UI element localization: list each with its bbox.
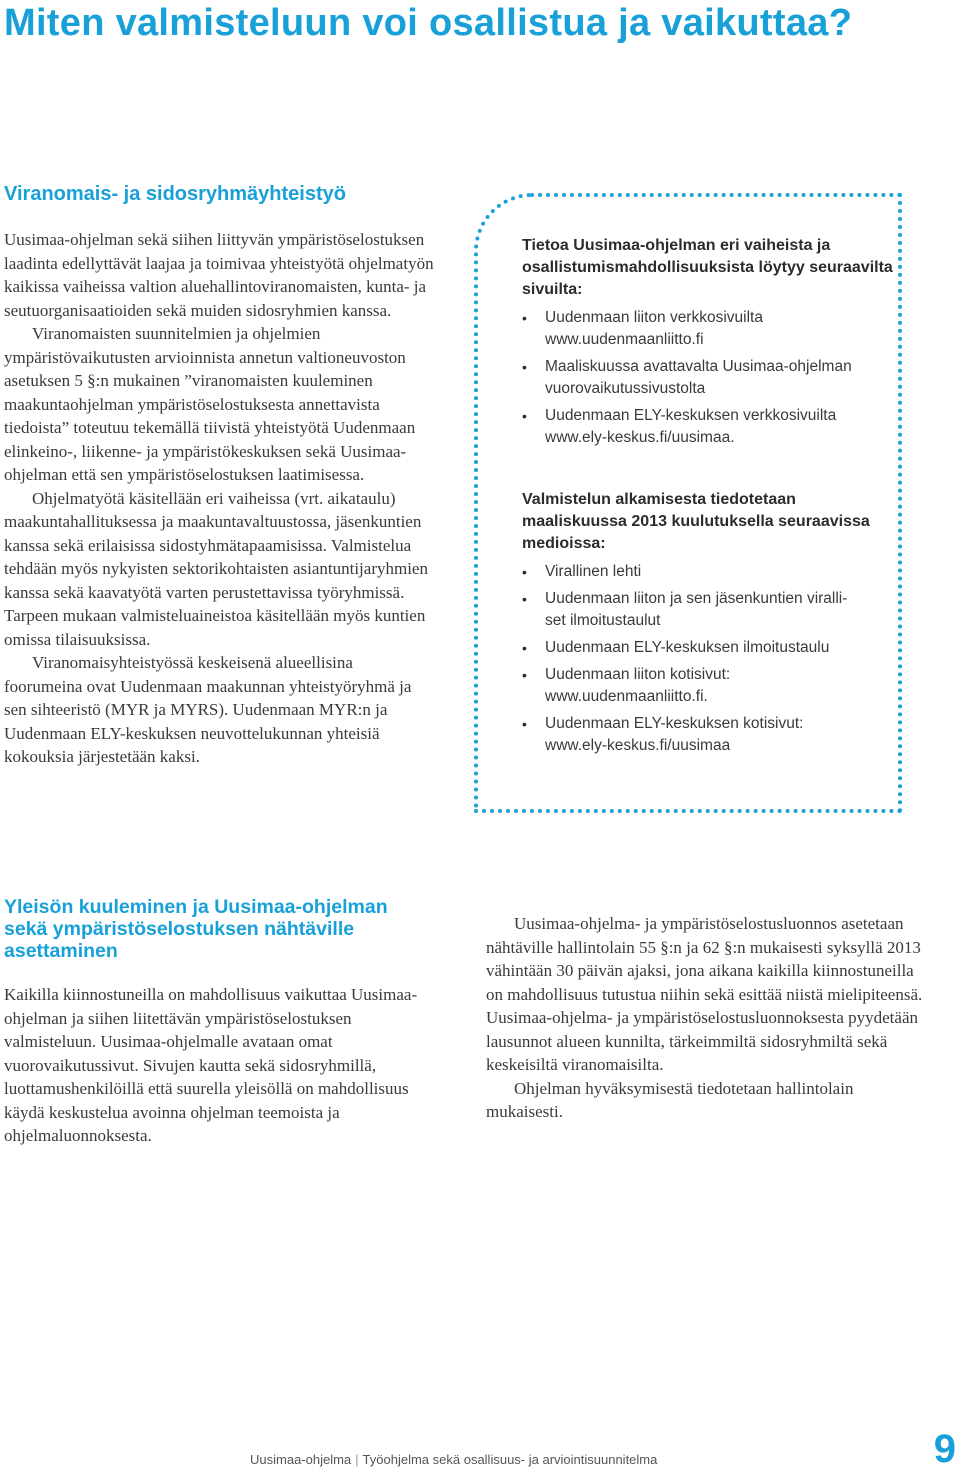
cooperation-heading: Viranomais- ja sidosryhmäyhteistyö: [4, 183, 346, 205]
info-box: [522, 235, 902, 762]
list-item: [522, 356, 902, 400]
list-item: [522, 637, 902, 659]
page-number: 9: [933, 1427, 956, 1471]
footer-separator: |: [355, 1452, 359, 1467]
hearing-heading: Yleisön kuuleminen ja Uusimaa-ohjelman sekä ympäristöselostuksen nähtäville asettaminen: [4, 896, 388, 962]
list-item: [522, 561, 902, 583]
announcement-heading: Valmistelun alkamisesta tiedotetaan maaliskuussa 2013 kuulutuksella seuraavissa medioissa:: [522, 491, 870, 552]
link-url[interactable]: www.ely-keskus.fi/uusimaa: [545, 737, 731, 754]
list-item-text: • Uudenmaan ELY-keskuksen ilmoitustaulu: [545, 639, 830, 656]
list-item-text: • Uudenmaan liiton ja sen jäsenkuntien viralli-: [545, 590, 848, 607]
announcement-block: [522, 489, 902, 757]
link-url[interactable]: www.ely-keskus.fi/uusimaa.: [545, 429, 735, 446]
list-item-text: set ilmoitustaulut: [545, 612, 661, 629]
list-item: [522, 713, 902, 757]
info-box-heading: Tietoa Uusimaa-ohjelman eri vaiheista ja osallistumismahdollisuuksista löytyy seuraavilta sivuilta:: [522, 237, 893, 298]
paragraph: Viranomaisyhteistyössä keskeisenä alueellisina foorumeina ovat Uudenmaan maakunnan yhteistyöryhmä ja sen sihteeristö (MYR ja MYRS). Uudenmaan MYR:n ja Uudenmaan ELY-keskuksen neuvottelukunnan yhteisiä kokouksia järjestetään kaksi.: [4, 653, 412, 766]
list-item-text: • Maaliskuussa avattavalta Uusimaa-ohjelman: [545, 358, 852, 375]
list-item: [522, 664, 902, 708]
page-title: Miten valmisteluun voi osallistua ja vaikuttaa?: [4, 2, 853, 44]
footer: [250, 1452, 657, 1467]
list-item-text: • Uudenmaan liiton kotisivut:: [545, 666, 731, 683]
list-item: [522, 405, 902, 449]
paragraph: Viranomaisten suunnitelmien ja ohjelmien ympäristövaikutusten arvioinnista annetun valtioneuvoston asetuksen 5 §:n mukainen ”viranomaisten kuuleminen maakuntaohjelman ympäristöselostuksesta annettavista tiedoista” toteutuu tekemällä tiivistä yhteistyötä Uudenmaan elinkeino-, liikenne- ja ympäristökeskuksen sekä Uusimaa-ohjelman että sen ympäristöselostuksen laatimisessa.: [4, 324, 416, 484]
paragraph: Ohjelman hyväksymisestä tiedotetaan hallintolain mukaisesti.: [486, 1078, 854, 1121]
footer-publication: Uusimaa-ohjelma: [250, 1452, 352, 1467]
footer-subtitle: Työohjelma sekä osallisuus- ja arviointisuunnitelma: [362, 1452, 658, 1467]
announcement-list: [522, 561, 902, 757]
paragraph: Uusimaa-ohjelman sekä siihen liittyvän ympäristöselostuksen laadinta edellyttävät laajaa ja toimivaa yhteistyötä ohjelmatyön kaikissa vaiheissa valtion aluehallintoviranomaisten, kunta- ja seutuorganisaatioiden sekä muiden sidosryhmien kanssa.: [4, 230, 434, 320]
link-url[interactable]: www.uudenmaanliitto.fi: [545, 331, 704, 348]
list-item-text: • Uudenmaan ELY-keskuksen verkkosivuilta: [545, 407, 837, 424]
hearing-left-text: [4, 983, 444, 1148]
paragraph: Kaikilla kiinnostuneilla on mahdollisuus vaikuttaa Uusimaa-ohjelman ja siihen liitettävän ympäristöselostuksen valmisteluun. Uusimaa-ohjelmalle avataan omat vuorovaikutussivut. Sivujen kautta sekä sidosryhmillä, luottamushenkilöillä että suurella yleisöllä on mahdollisuus käydä keskustelua avoinna ohjelman teemoista ja ohjelmaluonnoksesta.: [4, 985, 418, 1145]
paragraph: Uusimaa-ohjelma- ja ympäristöselostusluonnos asetetaan nähtäville hallintolain 55 §:n ja 62 §:n mukaisesti syksyllä 2013 vähintään 30 päivän ajaksi, jona aikana kaikilla kiinnostuneilla on mahdollisuus tutustua niihin sekä esittää niistä mielipiteensä. Uusimaa-ohjelma- ja ympäristöselostusluonnoksesta pyydetään lausunnot alueen kunnilta, tärkeimmiltä sidosryhmiltä sekä keskeisiltä viranomaisilta.: [486, 914, 923, 1074]
info-links-list: [522, 307, 902, 449]
list-item: [522, 588, 902, 632]
list-item-text: • Uudenmaan ELY-keskuksen kotisivut:: [545, 715, 804, 732]
list-item-text: • Uudenmaan liiton verkkosivuilta: [545, 309, 763, 326]
link-url[interactable]: www.uudenmaanliitto.fi.: [545, 688, 708, 705]
cooperation-text: [4, 228, 434, 769]
paragraph: Ohjelmatyötä käsitellään eri vaiheissa (vrt. aikataulu) maakuntahallituksessa ja maakuntavaltuustossa, jäsenkuntien kanssa sekä erilaisissa sidostyhmätapaamisissa. Valmistelua tehdään myös nykyisten sektorikohtaisten asiantuntijaryhmien kanssa sekä kaavatyötä varten perustettavissa työryhmissä. Tarpeen mukaan valmisteluaineistoa käsitellään myös kuntien omissa tilaisuuksissa.: [4, 488, 428, 649]
hearing-right-text: [486, 912, 926, 1124]
list-item: [522, 307, 902, 351]
list-item-text: • Virallinen lehti: [545, 563, 642, 580]
list-item-text: vuorovaikutussivustolta: [545, 380, 706, 397]
